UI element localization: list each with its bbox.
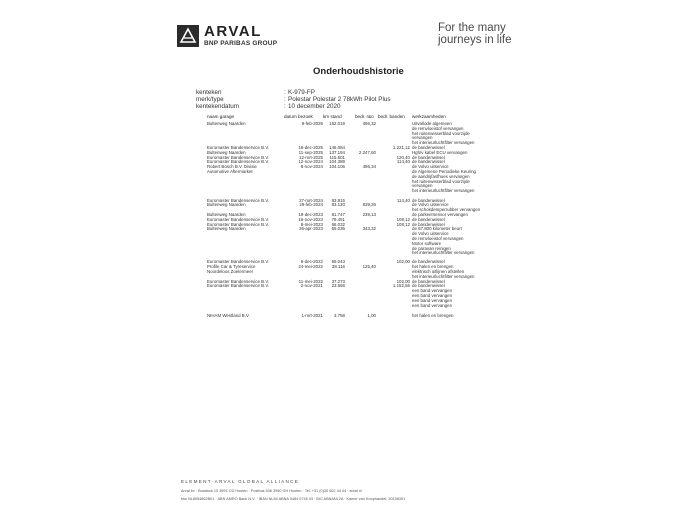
work-cell: de bandenwissel	[412, 154, 445, 160]
work-cell: de bandenwissel	[412, 145, 445, 150]
cost-ro-cell: 839,26	[362, 202, 376, 208]
work-cell: de paravan reinigen	[412, 245, 451, 251]
footer-registration: btw NL8054862B01 · ABN AMRO Bank N.V. · IBAN NL84 ABNA 0484 0745 03 · BIC ABNANL2A · Kamer van Koophandel: 30138391	[181, 497, 406, 501]
garage-cell: Euromaster Bandenservice B.V.	[207, 216, 270, 222]
work-cell: het halen en brengen	[412, 264, 454, 270]
date-cell: 12-mrt-2025	[299, 154, 323, 160]
work-cell: vervangen	[412, 183, 433, 189]
work-cell: de parkeersensor vervangen	[412, 211, 468, 217]
colon: :	[284, 103, 286, 110]
cost-ro-cell: 239,13	[362, 211, 376, 217]
date-cell: 9-feb-2026	[301, 121, 323, 126]
work-cell: de bandenwissel	[412, 197, 445, 203]
km-cell: 83.120	[331, 202, 345, 208]
work-cell: de bandenwissel	[412, 216, 445, 222]
work-cell: de bandenwissel	[412, 278, 445, 284]
colon: :	[284, 89, 286, 96]
garage-cell: Bultenweg Naarden	[207, 211, 246, 217]
date-cell: 11-sep-2025	[298, 149, 323, 155]
garage-cell: Bultenweg Naarden	[207, 202, 246, 208]
garage-cell: NIHAM Westland B.V.	[207, 312, 250, 318]
km-cell: 146.084	[329, 145, 345, 150]
brand-subtitle: BNP PARIBAS GROUP	[204, 40, 278, 47]
km-cell: 37.273	[331, 278, 345, 284]
date-cell: 8-mei-2023	[300, 221, 323, 227]
date-cell: 29-feb-2024	[299, 202, 323, 208]
garage-cell: Noordeloos Zoelermeer	[207, 268, 254, 274]
header-date: datum bezoek	[284, 114, 313, 119]
work-cell: de remvloeistof vervangen	[412, 125, 464, 131]
date-cell: 18-dec-2025	[298, 145, 323, 150]
date-cell: 1-mrt-2021	[301, 312, 323, 318]
header-km: km stand	[323, 114, 342, 119]
km-cell: 23.566	[331, 283, 345, 289]
tagline-line-2: journeys in life	[438, 34, 512, 46]
garage-cell: Euromaster Bandenservice B.V.	[207, 145, 270, 150]
work-cell: de aandrijfasfhoes vervangen	[412, 173, 470, 179]
work-cell: de bandenwissel	[412, 259, 445, 265]
date-cell: 6-dec-2022	[300, 259, 323, 265]
work-cell: een band vervangen	[412, 292, 453, 298]
garage-cell: Euromaster Bandenservice B.V.	[207, 259, 270, 265]
colon: :	[284, 96, 286, 103]
garage-cell: Euromaster Bandenservice B.V.	[207, 278, 270, 284]
garage-cell: Automotive Aftermarket	[207, 169, 253, 174]
km-cell: 55.043	[331, 259, 345, 265]
work-cell: de bandenwissel	[412, 283, 445, 289]
work-cell: het interieurluchtfilter vervangen	[412, 140, 475, 146]
work-cell: het ruitenwisserblad voorzijde	[412, 178, 470, 184]
cost-tyres-cell: 120,40	[396, 154, 410, 160]
cost-tyres-cell: 102,00	[396, 259, 410, 265]
tagline	[438, 22, 512, 46]
work-cell: de Volvo uitservice	[412, 164, 449, 170]
cost-tyres-cell: 108,12	[396, 216, 410, 222]
header-garage: naam garage	[207, 114, 235, 119]
cost-tyres-cell: 102,00	[396, 278, 410, 284]
garage-cell: Bultenweg Naarden	[207, 149, 246, 155]
work-cell: het interieurluchtfilter vervangen	[412, 188, 475, 194]
arval-logo-icon	[177, 25, 199, 47]
work-cell: de bandenwissel	[412, 221, 445, 227]
work-cell: het interieurluchtfilter vervangen	[412, 250, 475, 256]
work-cell: de Volvo uitservice	[412, 202, 449, 208]
tagline-line-1: For the many	[438, 22, 506, 34]
footer-address: Arval bv · Boadsok 10 3991 CD Houten · Postbus 536 3990 GH Houten · Tel. +31 (0)30 602 44 44 · arval.nl	[181, 489, 362, 493]
km-cell: 3.758	[334, 312, 345, 318]
km-cell: 104.106	[329, 164, 345, 170]
work-cell: een band vervangen	[412, 288, 453, 294]
merktype-label: merk/type	[196, 96, 224, 103]
page-title: Onderhoudshistorie	[313, 66, 404, 77]
cost-tyres-cell: 1.221,12	[392, 145, 410, 150]
garage-cell: Euromaster Bandenservice B.V.	[207, 283, 270, 289]
cost-ro-cell: 496,34	[362, 164, 376, 170]
work-cell: de Volvo uitservice	[412, 231, 449, 237]
cost-tyres-cell: 114,40	[396, 159, 410, 165]
date-cell: 2-nov-2021	[300, 283, 323, 289]
cost-tyres-cell: 108,12	[396, 221, 410, 227]
km-cell: 115.601	[329, 154, 345, 160]
work-cell: het halen en brengen	[412, 312, 454, 318]
work-cell: Motor software	[412, 240, 442, 246]
header-work: werkzaamheden	[412, 114, 446, 119]
kentekendatum-value: 10 december 2020	[288, 103, 341, 110]
work-cell: een band vervangen	[412, 297, 453, 303]
garage-cell: Euromaster Bandenservice B.V.	[207, 221, 270, 227]
garage-cell: Euromaster Bandenservice B.V.	[207, 154, 270, 160]
work-cell: het schokdemperrubber vervangen	[412, 207, 481, 213]
km-cell: 83.815	[331, 197, 345, 203]
work-cell: de remvloeistof vervangen	[412, 235, 464, 241]
work-cell: de 67.800 kilometer beurt	[412, 226, 462, 232]
km-cell: 66.032	[331, 221, 345, 227]
work-cell: het ruitenwisserblad voorzijde	[412, 130, 470, 136]
garage-cell: Euromaster Bandenservice B.V.	[207, 197, 270, 203]
work-cell: vervangen	[412, 135, 433, 141]
footer-alliance: ELEMENT·ARVAL GLOBAL ALLIANCE	[181, 479, 300, 484]
garage-cell: Profile Car & Tyreservice	[207, 264, 256, 270]
garage-cell: Robert Bosch B.V. Divisie	[207, 164, 257, 170]
cost-ro-cell: 2.247,60	[358, 149, 376, 155]
date-cell: 8-nov-2024	[300, 164, 323, 170]
garage-cell: Bultenweg Naarden	[207, 121, 246, 126]
km-cell: 38.116	[331, 264, 345, 270]
work-cell: een band vervangen	[412, 302, 453, 308]
date-cell: 24-mei-2022	[298, 264, 323, 270]
header-cost-ro: bedr. r&o	[355, 114, 374, 119]
km-cell: 137.194	[329, 149, 345, 155]
cost-tyres-cell: 1.152,56	[392, 283, 410, 289]
work-cell: Hgh/v kabel ECU vervangen	[412, 149, 468, 155]
kenteken-value: K-979-FP	[288, 89, 315, 96]
work-cell: het interieurluchtfilter vervangen	[412, 273, 475, 279]
km-cell: 81.747	[331, 211, 345, 217]
kentekendatum-label: kentekendatum	[196, 103, 240, 110]
garage-cell: Bultenweg Naarden	[207, 226, 246, 232]
work-cell: de bandenwissel	[412, 159, 445, 165]
work-cell: elektrisch uitlijnen afstellen	[412, 268, 465, 274]
date-cell: 26-apr-2023	[299, 226, 323, 232]
work-cell: Uitvallode algemeen	[412, 121, 452, 126]
cost-ro-cell: 1,00	[367, 312, 376, 318]
cost-ro-cell: 125,40	[362, 264, 376, 270]
date-cell: 11-mei-2022	[298, 278, 323, 284]
date-cell: 27-mrt-2024	[299, 197, 323, 203]
arval-logo	[177, 24, 327, 52]
km-cell: 104.389	[329, 159, 345, 165]
header-cost-tyres: bedr. banden	[378, 114, 405, 119]
date-cell: 19-dec-2023	[298, 211, 323, 217]
km-cell: 65.036	[331, 226, 345, 232]
cost-tyres-cell: 114,40	[396, 197, 410, 203]
date-cell: 16-nov-2023	[298, 216, 323, 222]
km-cell: 79.451	[331, 216, 345, 222]
cost-ro-cell: 496,32	[362, 121, 376, 126]
garage-cell: Euromaster Bandenservice B.V.	[207, 159, 270, 165]
brand-name: ARVAL	[204, 23, 262, 40]
date-cell: 12-nov-2024	[298, 159, 323, 165]
kenteken-label: kenteken	[196, 89, 222, 96]
cost-ro-cell: 343,32	[362, 226, 376, 232]
work-cell: de Algemene Periodieke Keuring	[412, 169, 476, 174]
km-cell: 152.019	[329, 121, 345, 126]
merktype-value: Polestar Polestar 2 78kWh Pilot Plus	[288, 96, 391, 103]
